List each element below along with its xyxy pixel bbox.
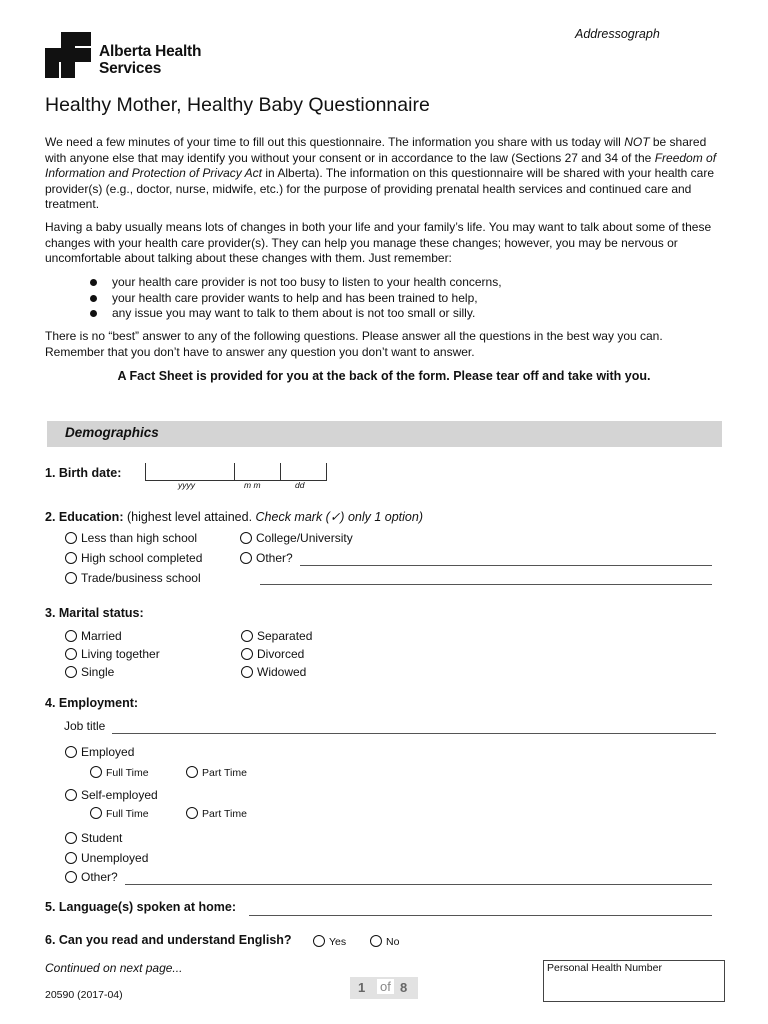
job-title-label: Job title: [64, 719, 106, 733]
radio-icon[interactable]: [241, 648, 253, 660]
radio-icon[interactable]: [90, 766, 102, 778]
education-option-college[interactable]: College/University: [240, 531, 353, 545]
employment-other-input[interactable]: [125, 884, 712, 885]
radio-icon[interactable]: [65, 789, 77, 801]
radio-icon[interactable]: [240, 552, 252, 564]
radio-icon[interactable]: [313, 935, 325, 947]
marital-option-living-together[interactable]: Living together: [65, 647, 160, 661]
english-no[interactable]: No: [370, 935, 399, 948]
employment-option-student[interactable]: Student: [65, 831, 122, 845]
self-employed-part-time[interactable]: Part Time: [186, 807, 247, 820]
english-yes[interactable]: Yes: [313, 935, 346, 948]
education-option-less-than-high-school[interactable]: Less than high school: [65, 531, 197, 545]
radio-icon[interactable]: [65, 532, 77, 544]
employment-option-employed[interactable]: Employed: [65, 745, 134, 759]
section-header-demographics: Demographics: [47, 421, 722, 447]
date-year-hint: yyyy: [178, 480, 195, 490]
radio-icon[interactable]: [370, 935, 382, 947]
page-indicator: [350, 977, 418, 999]
education-other-input-line-2[interactable]: [260, 584, 712, 585]
page-of: of: [377, 979, 394, 994]
education-other-input[interactable]: [300, 565, 712, 566]
radio-icon[interactable]: [65, 630, 77, 642]
list-item: any issue you may want to talk to them about is not too small or silly.: [90, 306, 502, 322]
education-option-other[interactable]: Other?: [240, 551, 293, 565]
total-pages: 8: [400, 980, 408, 995]
radio-icon[interactable]: [65, 746, 77, 758]
addressograph-label: Addressograph: [575, 27, 660, 41]
page-title: Healthy Mother, Healthy Baby Questionnaire: [45, 94, 430, 116]
date-day-hint: dd: [295, 480, 305, 490]
intro-paragraph-1: We need a few minutes of your time to fill out this questionnaire. The information you share with us today will NOT be shared with anyone else that may identify you without your consent or in accordance to the law (Sections 27 and 34 of the Freedom of Information and Protection of Privacy Act in Alberta). The information on this questionnaire will be shared with your health care provider(s) (e.g., doctor, nurse, midwife, etc.) for the purpose of providing prenatal health services and continued care and treatment.: [45, 135, 717, 211]
q1-label: 1. Birth date:: [45, 466, 122, 480]
q2-label: 2. Education: (highest level attained. Check mark (✓) only 1 option): [45, 510, 423, 524]
marital-option-married[interactable]: Married: [65, 629, 122, 643]
employed-part-time[interactable]: Part Time: [186, 766, 247, 779]
brand-name: Alberta Health Services: [99, 43, 202, 77]
radio-icon[interactable]: [90, 807, 102, 819]
employment-option-self-employed[interactable]: Self-employed: [65, 788, 158, 802]
date-month-hint: m m: [244, 480, 261, 490]
radio-icon[interactable]: [65, 572, 77, 584]
radio-icon[interactable]: [65, 852, 77, 864]
continued-note: Continued on next page...: [45, 961, 183, 975]
radio-icon[interactable]: [65, 552, 77, 564]
current-page: 1: [358, 980, 366, 995]
fact-sheet-note: A Fact Sheet is provided for you at the back of the form. Please tear off and take with you.: [117, 369, 651, 383]
q6-label: 6. Can you read and understand English?: [45, 933, 292, 947]
language-input[interactable]: [249, 915, 712, 916]
self-employed-full-time[interactable]: Full Time: [90, 807, 149, 820]
radio-icon[interactable]: [65, 871, 77, 883]
job-title-input[interactable]: [112, 733, 716, 734]
reminder-list: [90, 275, 502, 322]
form-code: 20590 (2017-04): [45, 989, 123, 1001]
education-option-trade-school[interactable]: Trade/business school: [65, 571, 201, 585]
marital-option-single[interactable]: Single: [65, 665, 114, 679]
marital-option-widowed[interactable]: Widowed: [241, 665, 306, 679]
employed-full-time[interactable]: Full Time: [90, 766, 149, 779]
radio-icon[interactable]: [241, 630, 253, 642]
marital-option-divorced[interactable]: Divorced: [241, 647, 304, 661]
q5-label: 5. Language(s) spoken at home:: [45, 900, 237, 914]
ahs-logo-icon: [45, 32, 91, 78]
education-option-high-school[interactable]: High school completed: [65, 551, 202, 565]
radio-icon[interactable]: [65, 666, 77, 678]
personal-health-number-field[interactable]: [543, 960, 725, 1002]
radio-icon[interactable]: [186, 766, 198, 778]
q3-label: 3. Marital status:: [45, 606, 144, 620]
birth-date-field[interactable]: [145, 463, 327, 481]
list-item: your health care provider is not too busy to listen to your health concerns,: [90, 275, 502, 291]
radio-icon[interactable]: [240, 532, 252, 544]
radio-icon[interactable]: [186, 807, 198, 819]
list-item: your health care provider wants to help and has been trained to help,: [90, 291, 502, 307]
radio-icon[interactable]: [241, 666, 253, 678]
radio-icon[interactable]: [65, 648, 77, 660]
intro-paragraph-2: Having a baby usually means lots of changes in both your life and your family’s life. You may want to talk about some of these changes with your health care provider(s). They can help you manage these changes; however, you may be nervous or uncomfortable about talking about these changes with them. Just remember:: [45, 220, 712, 265]
employment-option-unemployed[interactable]: Unemployed: [65, 851, 148, 865]
marital-option-separated[interactable]: Separated: [241, 629, 312, 643]
intro-paragraph-3: There is no “best” answer to any of the following questions. Please answer all the questions in the best way you can. Remember that you don’t have to answer any question you don’t want to answer.: [45, 329, 663, 359]
employment-option-other[interactable]: Other?: [65, 870, 118, 884]
q4-label: 4. Employment:: [45, 696, 139, 710]
phn-label: Personal Health Number: [547, 962, 662, 974]
radio-icon[interactable]: [65, 832, 77, 844]
